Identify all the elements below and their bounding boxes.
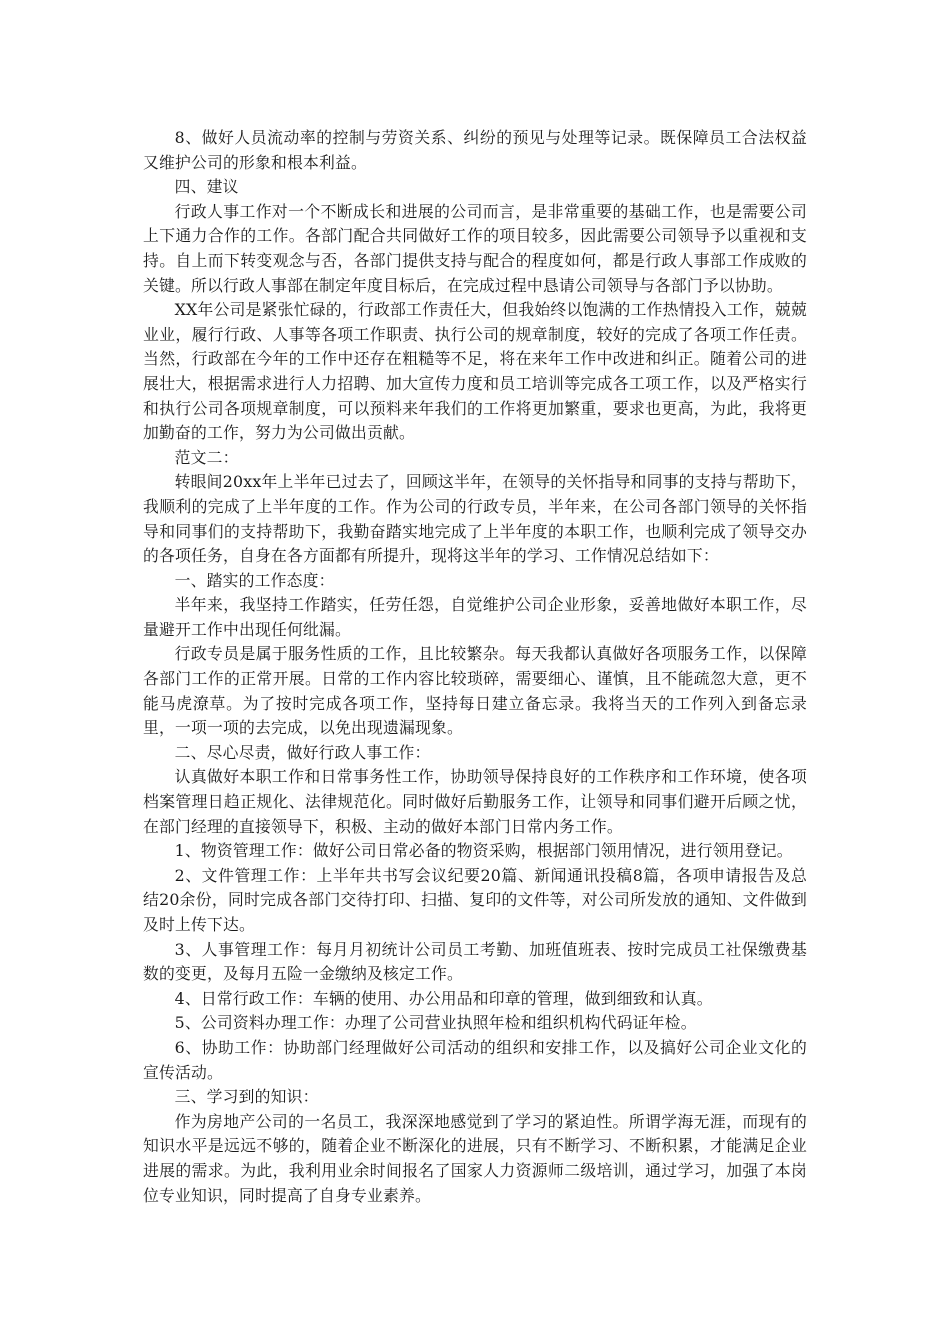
section-heading-suggestions: 四、建议 [174, 177, 239, 197]
paragraph-suggestions-body: 行政人事工作对一个不断成长和进展的公司而言，是非常重要的基础工作，也是需要公司上下通力合作的工作。各部门配合共同做好工作的项目较多，因此需要公司领导予以重视和支持。自上而下转变观念与否，各部门提供支持与配合的程度如何，都是行政人事部工作成败的关键。所以行政人事部在制定年度目标后，在完成过程中恳请公司领导与各部门予以协助。 [143, 201, 807, 295]
paragraph-half-year-intro: 转眼间20xx年上半年已过去了，回顾这半年，在领导的关怀指导和同事的支持与帮助下，我顺利的完成了上半年度的工作。作为公司的行政专员，半年来，在公司各部门领导的关怀指导和同事们的支持帮助下，我勤奋踏实地完成了上半年度的本职工作，也顺利完成了领导交办的各项任务，自身在各方面都有所提升，现将这半年的学习、工作情况总结如下： [143, 472, 807, 566]
list-item-documents: 2、文件管理工作：上半年共书写会议纪要20篇、新闻通讯投稿8篇，各项申请报告及总结20余份，同时完成各部门交待打印、扫描、复印的文件等，对公司所发放的通知、文件做到及时上传下达。 [143, 865, 807, 934]
paragraph-knowledge-body: 作为房地产公司的一名员工，我深深地感觉到了学习的紧迫性。所谓学海无涯，而现有的知识水平是远远不够的，随着企业不断深化的进展，只有不断学习、不断积累，才能满足企业进展的需求。为此，我利用业余时间报名了国家人力资源师二级培训，通过学习，加强了本岗位专业知识，同时提高了自身专业素养。 [143, 1111, 807, 1205]
section-heading-admin-duties: 二、尽心尽责，做好行政人事工作： [174, 742, 431, 762]
paragraph-admin-duties-body: 认真做好本职工作和日常事务性工作，协助领导保持良好的工作秩序和工作环境，使各项档案管理日趋正规化、法律规范化。同时做好后勤服务工作，让领导和同事们避开后顾之忧，在部门经理的直接领导下，积极、主动的做好本部门日常内务工作。 [143, 767, 807, 836]
list-item-assistance: 6、协助工作：协助部门经理做好公司活动的组织和安排工作，以及搞好公司企业文化的宣传活动。 [143, 1037, 807, 1082]
paragraph-item-8: 8、做好人员流动率的控制与劳资关系、纠纷的预见与处理等记录。既保障员工合法权益又维护公司的形象和根本利益。 [143, 128, 807, 172]
paragraph-work-attitude-2: 行政专员是属于服务性质的工作，且比较繁杂。每天我都认真做好各项服务工作，以保障各部门工作的正常开展。日常的工作内容比较琐碎，需要细心、谨慎，且不能疏忽大意，更不能马虎潦草。为了按时完成各项工作，坚持每日建立备忘录。我将当天的工作列入到备忘录里，一项一项的去完成，以免出现遗漏现象。 [143, 644, 807, 738]
list-item-daily-admin: 4、日常行政工作：车辆的使用、办公用品和印章的管理，做到细致和认真。 [174, 988, 713, 1008]
list-item-company-records: 5、公司资料办理工作：办理了公司营业执照年检和组织机构代码证年检。 [174, 1013, 697, 1033]
section-heading-knowledge: 三、学习到的知识： [174, 1087, 319, 1107]
paragraph-year-summary: XX年公司是紧张忙碌的，行政部工作责任大，但我始终以饱满的工作热情投入工作，兢兢业业，履行行政、人事等各项工作职责、执行公司的规章制度，较好的完成了各项工作任责。当然，行政部在今年的工作中还存在粗糙等不足，将在来年工作中改进和纠正。随着公司的进展壮大，根据需求进行人力招聘、加大宣传力度和员工培训等完成各工项工作，以及严格实行和执行公司各项规章制度，可以预料来年我们的工作将更加繁重，要求也更高，为此，我将更加勤奋的工作，努力为公司做出贡献。 [143, 300, 807, 443]
list-item-materials: 1、物资管理工作：做好公司日常必备的物资采购，根据部门领用情况，进行领用登记。 [174, 841, 793, 861]
section-heading-sample-two: 范文二： [174, 447, 239, 467]
section-heading-work-attitude: 一、踏实的工作态度： [174, 570, 335, 590]
list-item-personnel: 3、人事管理工作：每月月初统计公司员工考勤、加班值班表、按时完成员工社保缴费基数的变更，及每月五险一金缴纳及核定工作。 [143, 939, 807, 984]
paragraph-work-attitude-1: 半年来，我坚持工作踏实，任劳任怨，自觉维护公司企业形象，妥善地做好本职工作，尽量避开工作中出现任何纰漏。 [143, 595, 807, 639]
document-page [143, 126, 807, 1208]
